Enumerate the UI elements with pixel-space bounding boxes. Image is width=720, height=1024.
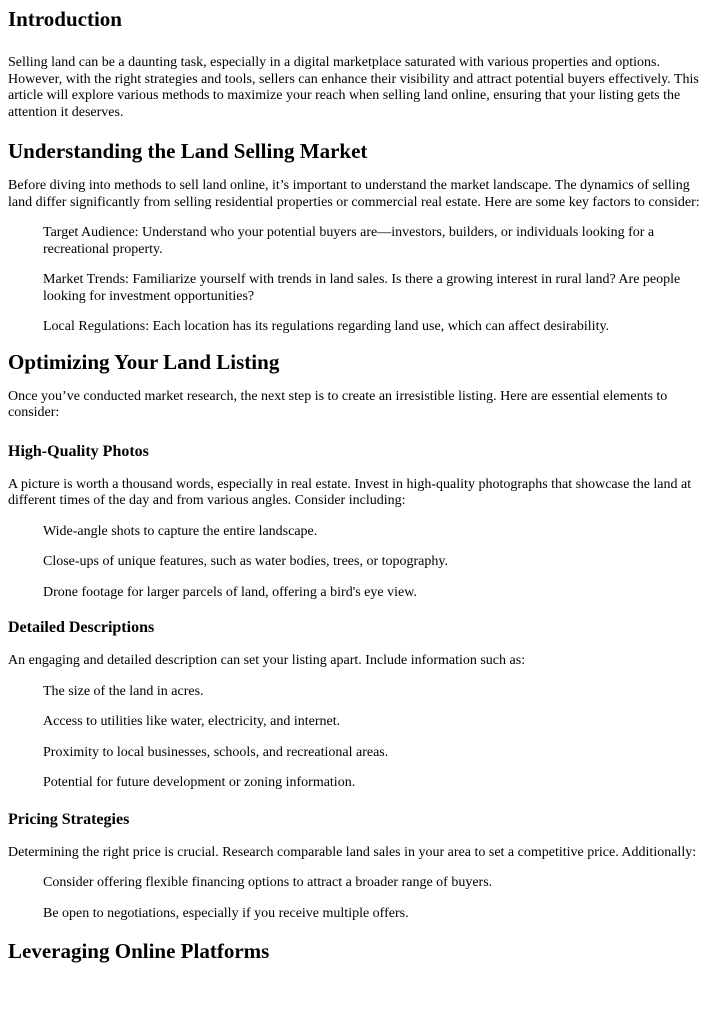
heading-pricing: Pricing Strategies — [8, 810, 130, 828]
list-item: Close-ups of unique features, such as water bodies, trees, or topography. — [43, 554, 448, 569]
heading-photos: High-Quality Photos — [8, 442, 149, 460]
heading-introduction: Introduction — [8, 7, 122, 31]
list-item: Proximity to local businesses, schools, and recreational areas. — [43, 744, 389, 760]
list-item: Market Trends: Familiarize yourself with trends in land sales. Is there a growing interest in rural land? Are people looking for investment opportunities? — [43, 272, 681, 304]
list-item: Potential for future development or zoning information. — [43, 775, 356, 790]
list-item: The size of the land in acres. — [43, 683, 204, 699]
pricing-paragraph: Determining the right price is crucial. Research comparable land sales in your area to set a competitive price. Additionally: — [8, 844, 697, 860]
photos-paragraph: A picture is worth a thousand words, especially in real estate. Invest in high-quality photographs that showcase the land at different times of the day and from various angles. Consider including: — [8, 476, 692, 508]
list-item: Wide-angle shots to capture the entire landscape. — [43, 523, 318, 539]
market-paragraph: Before diving into methods to sell land online, it’s important to understand the market landscape. The dynamics of selling land differ significantly from selling residential properties or commercial real estate. Here are some key factors to consider: — [8, 178, 700, 210]
list-item: Be open to negotiations, especially if you receive multiple offers. — [43, 905, 409, 921]
photos-list — [8, 524, 712, 602]
heading-platforms: Leveraging Online Platforms — [8, 939, 270, 963]
heading-optimizing: Optimizing Your Land Listing — [8, 349, 280, 374]
pricing-list — [8, 875, 712, 922]
intro-paragraph: Selling land can be a daunting task, especially in a digital marketplace saturated with various properties and options. However, with the right strategies and tools, sellers can enhance their visibility and attract potential buyers effectively. This article will explore various methods to maximize your reach when selling land online, ensuring that your listing gets the attention it deserves. — [8, 55, 699, 120]
market-list — [8, 225, 712, 336]
list-item: Local Regulations: Each location has its regulations regarding land use, which can affect desirability. — [43, 319, 610, 334]
list-item: Drone footage for larger parcels of land, offering a bird's eye view. — [43, 584, 417, 600]
article — [0, 7, 720, 964]
list-item: Access to utilities like water, electricity, and internet. — [43, 714, 341, 729]
list-item: Target Audience: Understand who your potential buyers are—investors, builders, or individuals looking for a recreational property. — [43, 225, 655, 257]
descriptions-paragraph: An engaging and detailed description can set your listing apart. Include information such as: — [8, 653, 526, 668]
list-item: Consider offering flexible financing options to attract a broader range of buyers. — [43, 875, 493, 890]
heading-market: Understanding the Land Selling Market — [8, 139, 368, 163]
descriptions-list — [8, 684, 712, 792]
heading-descriptions: Detailed Descriptions — [8, 619, 155, 636]
optimizing-paragraph: Once you’ve conducted market research, the next step is to create an irresistible listing. Here are essential elements to consider: — [8, 388, 668, 420]
